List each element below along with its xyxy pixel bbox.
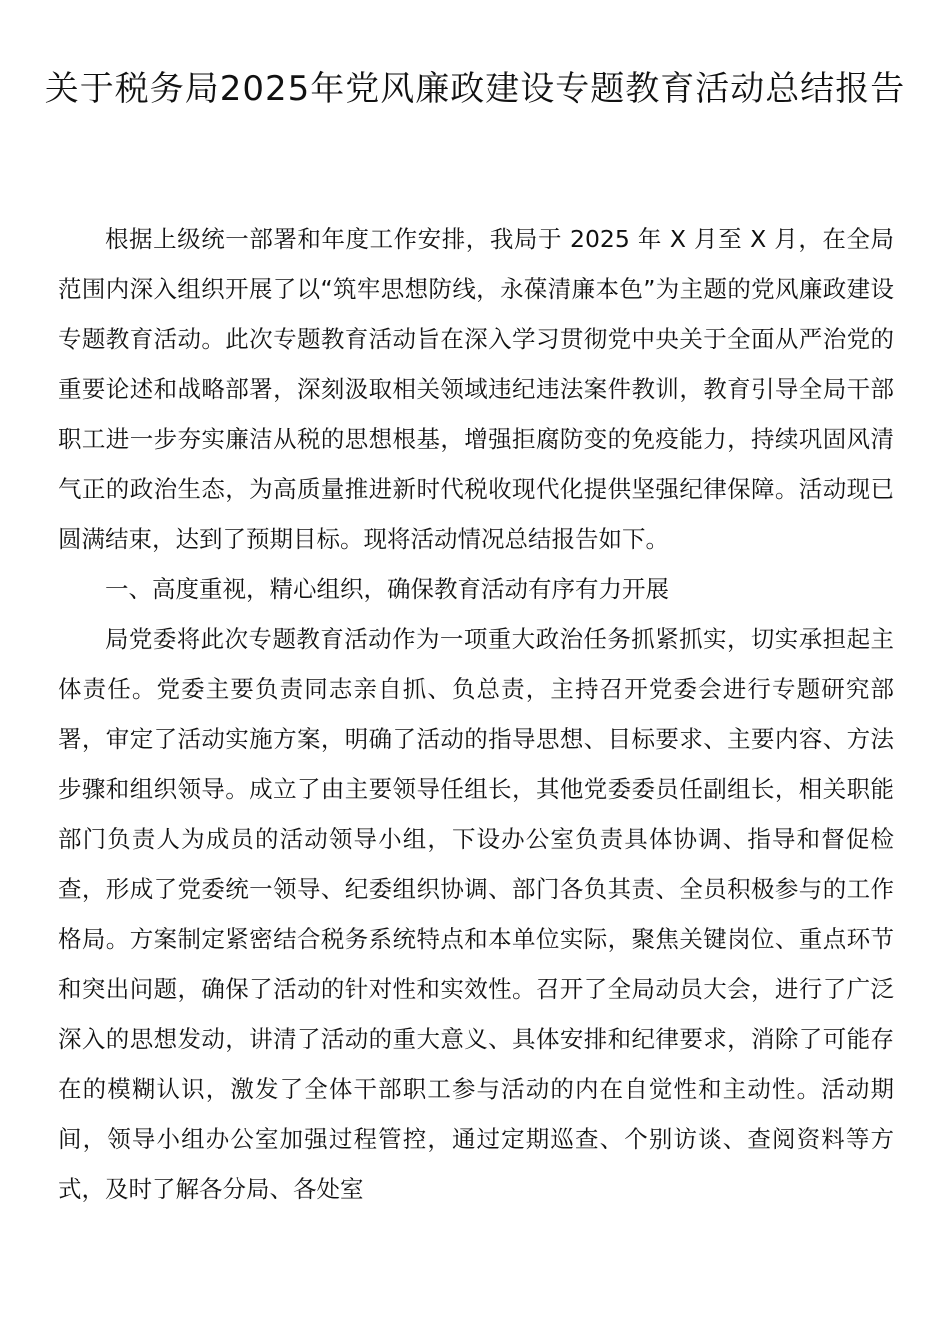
intro-paragraph: 根据上级统一部署和年度工作安排，我局于 2025 年 X 月至 X 月，在全局范围内深入组织开展了以“筑牢思想防线，永葆清廉本色”为主题的党风廉政建设专题教育活动。此次专题教育活动旨在深入学习贯彻党中央关于全面从严治党的重要论述和战略部署，深刻汲取相关领域违纪违法案件教训，教育引导全局干部职工进一步夯实廉洁从税的思想根基，增强拒腐防变的免疫能力，持续巩固风清气正的政治生态，为高质量推进新时代税收现代化提供坚强纪律保障。活动现已圆满结束，达到了预期目标。现将活动情况总结报告如下。 [58,225,894,553]
document-title: 关于税务局2025年党风廉政建设专题教育活动总结报告 [44,69,906,109]
document-body [58,214,894,1214]
section-paragraph: 局党委将此次专题教育活动作为一项重大政治任务抓紧抓实，切实承担起主体责任。党委主要负责同志亲自抓、负总责，主持召开党委会进行专题研究部署，审定了活动实施方案，明确了活动的指导思想、目标要求、主要内容、方法步骤和组织领导。成立了由主要领导任组长，其他党委委员任副组长，相关职能部门负责人为成员的活动领导小组，下设办公室负责具体协调、指导和督促检查，形成了党委统一领导、纪委组织协调、部门各负其责、全员积极参与的工作格局。方案制定紧密结合税务系统特点和本单位实际，聚焦关键岗位、重点环节和突出问题，确保了活动的针对性和实效性。召开了全局动员大会，进行了广泛深入的思想发动，讲清了活动的重大意义、具体安排和纪律要求，消除了可能存在的模糊认识，激发了全体干部职工参与活动的内在自觉性和主动性。活动期间，领导小组办公室加强过程管控，通过定期巡查、个别访谈、查阅资料等方式，及时了解各分局、各处室 [58,625,894,1203]
section-heading: 一、高度重视，精心组织，确保教育活动有序有力开展 [105,575,669,603]
